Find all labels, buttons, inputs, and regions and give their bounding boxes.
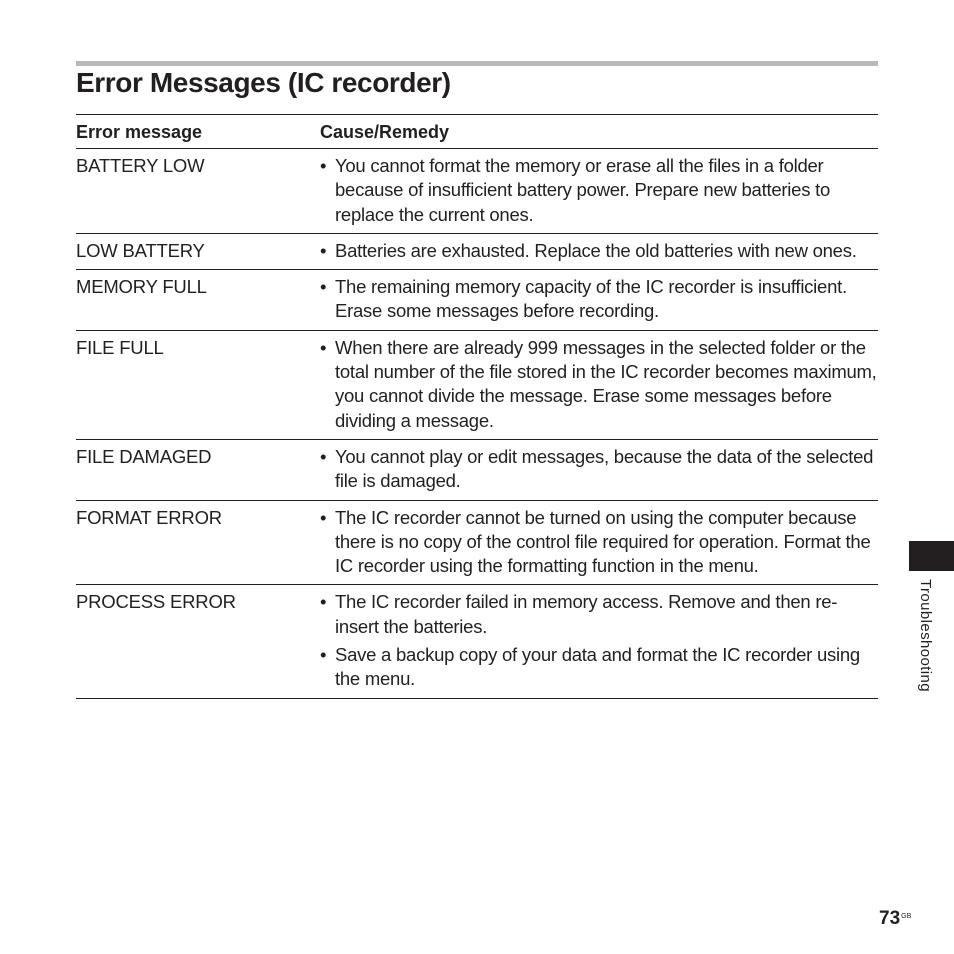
remedy-list — [320, 275, 878, 324]
error-message-cell: FILE DAMAGED — [76, 445, 212, 467]
error-message-cell: FORMAT ERROR — [76, 506, 222, 528]
page-number — [879, 908, 911, 930]
remedy-item: • The remaining memory capacity of the IC recorder is insufficient. Erase some messages before recording. — [320, 275, 878, 324]
error-message-cell: BATTERY LOW — [76, 155, 205, 176]
remedy-item: • The IC recorder cannot be turned on using the computer because there is no copy of the control file required for operation. Format the IC recorder using the formatting function in the menu. — [320, 506, 878, 579]
remedy-cell — [320, 585, 878, 698]
column-header-cause-remedy: Cause/Remedy — [320, 122, 450, 142]
remedy-cell — [320, 149, 878, 234]
remedy-cell — [320, 233, 878, 269]
error-message-cell: LOW BATTERY — [76, 239, 205, 261]
table-row — [76, 500, 878, 585]
remedy-list — [320, 506, 878, 579]
remedy-list — [320, 154, 878, 227]
remedy-list — [320, 239, 878, 263]
table-row — [76, 149, 878, 234]
error-message-cell: FILE FULL — [76, 336, 164, 358]
remedy-item: • When there are already 999 messages in the selected folder or the total number of the file stored in the IC recorder becomes maximum, you cannot divide the message. Erase some messages before dividing a message. — [320, 336, 878, 433]
remedy-item: • Batteries are exhausted. Replace the old batteries with new ones. — [320, 239, 878, 263]
page-number-value: 73 — [879, 908, 901, 929]
error-message-cell: MEMORY FULL — [76, 276, 207, 298]
remedy-item: • Save a backup copy of your data and format the IC recorder using the menu. — [320, 643, 878, 692]
remedy-item: • You cannot play or edit messages, because the data of the selected file is damaged. — [320, 445, 878, 494]
table-row — [76, 270, 878, 331]
error-message-cell: PROCESS ERROR — [76, 591, 236, 613]
remedy-cell — [320, 330, 878, 439]
table-row — [76, 439, 878, 500]
remedy-cell — [320, 270, 878, 331]
remedy-list — [320, 336, 878, 433]
section-tab-label: Troubleshooting — [917, 579, 934, 693]
remedy-cell — [320, 500, 878, 585]
table-header-row — [76, 115, 878, 149]
error-messages-table — [76, 114, 878, 699]
table-row — [76, 330, 878, 439]
table-row — [76, 585, 878, 698]
error-table-container — [76, 114, 878, 699]
remedy-list — [320, 590, 878, 691]
table-row — [76, 233, 878, 269]
remedy-item: • The IC recorder failed in memory access. Remove and then re-insert the batteries. — [320, 590, 878, 639]
page-region-code: GB — [901, 912, 912, 920]
remedy-cell — [320, 439, 878, 500]
section-tab-marker — [909, 541, 954, 571]
column-header-error-message: Error message — [76, 122, 203, 142]
remedy-item: • You cannot format the memory or erase all the files in a folder because of insufficient battery power. Prepare new batteries to replace the current ones. — [320, 154, 878, 227]
remedy-list — [320, 445, 878, 494]
page-title: Error Messages (IC recorder) — [76, 67, 451, 98]
